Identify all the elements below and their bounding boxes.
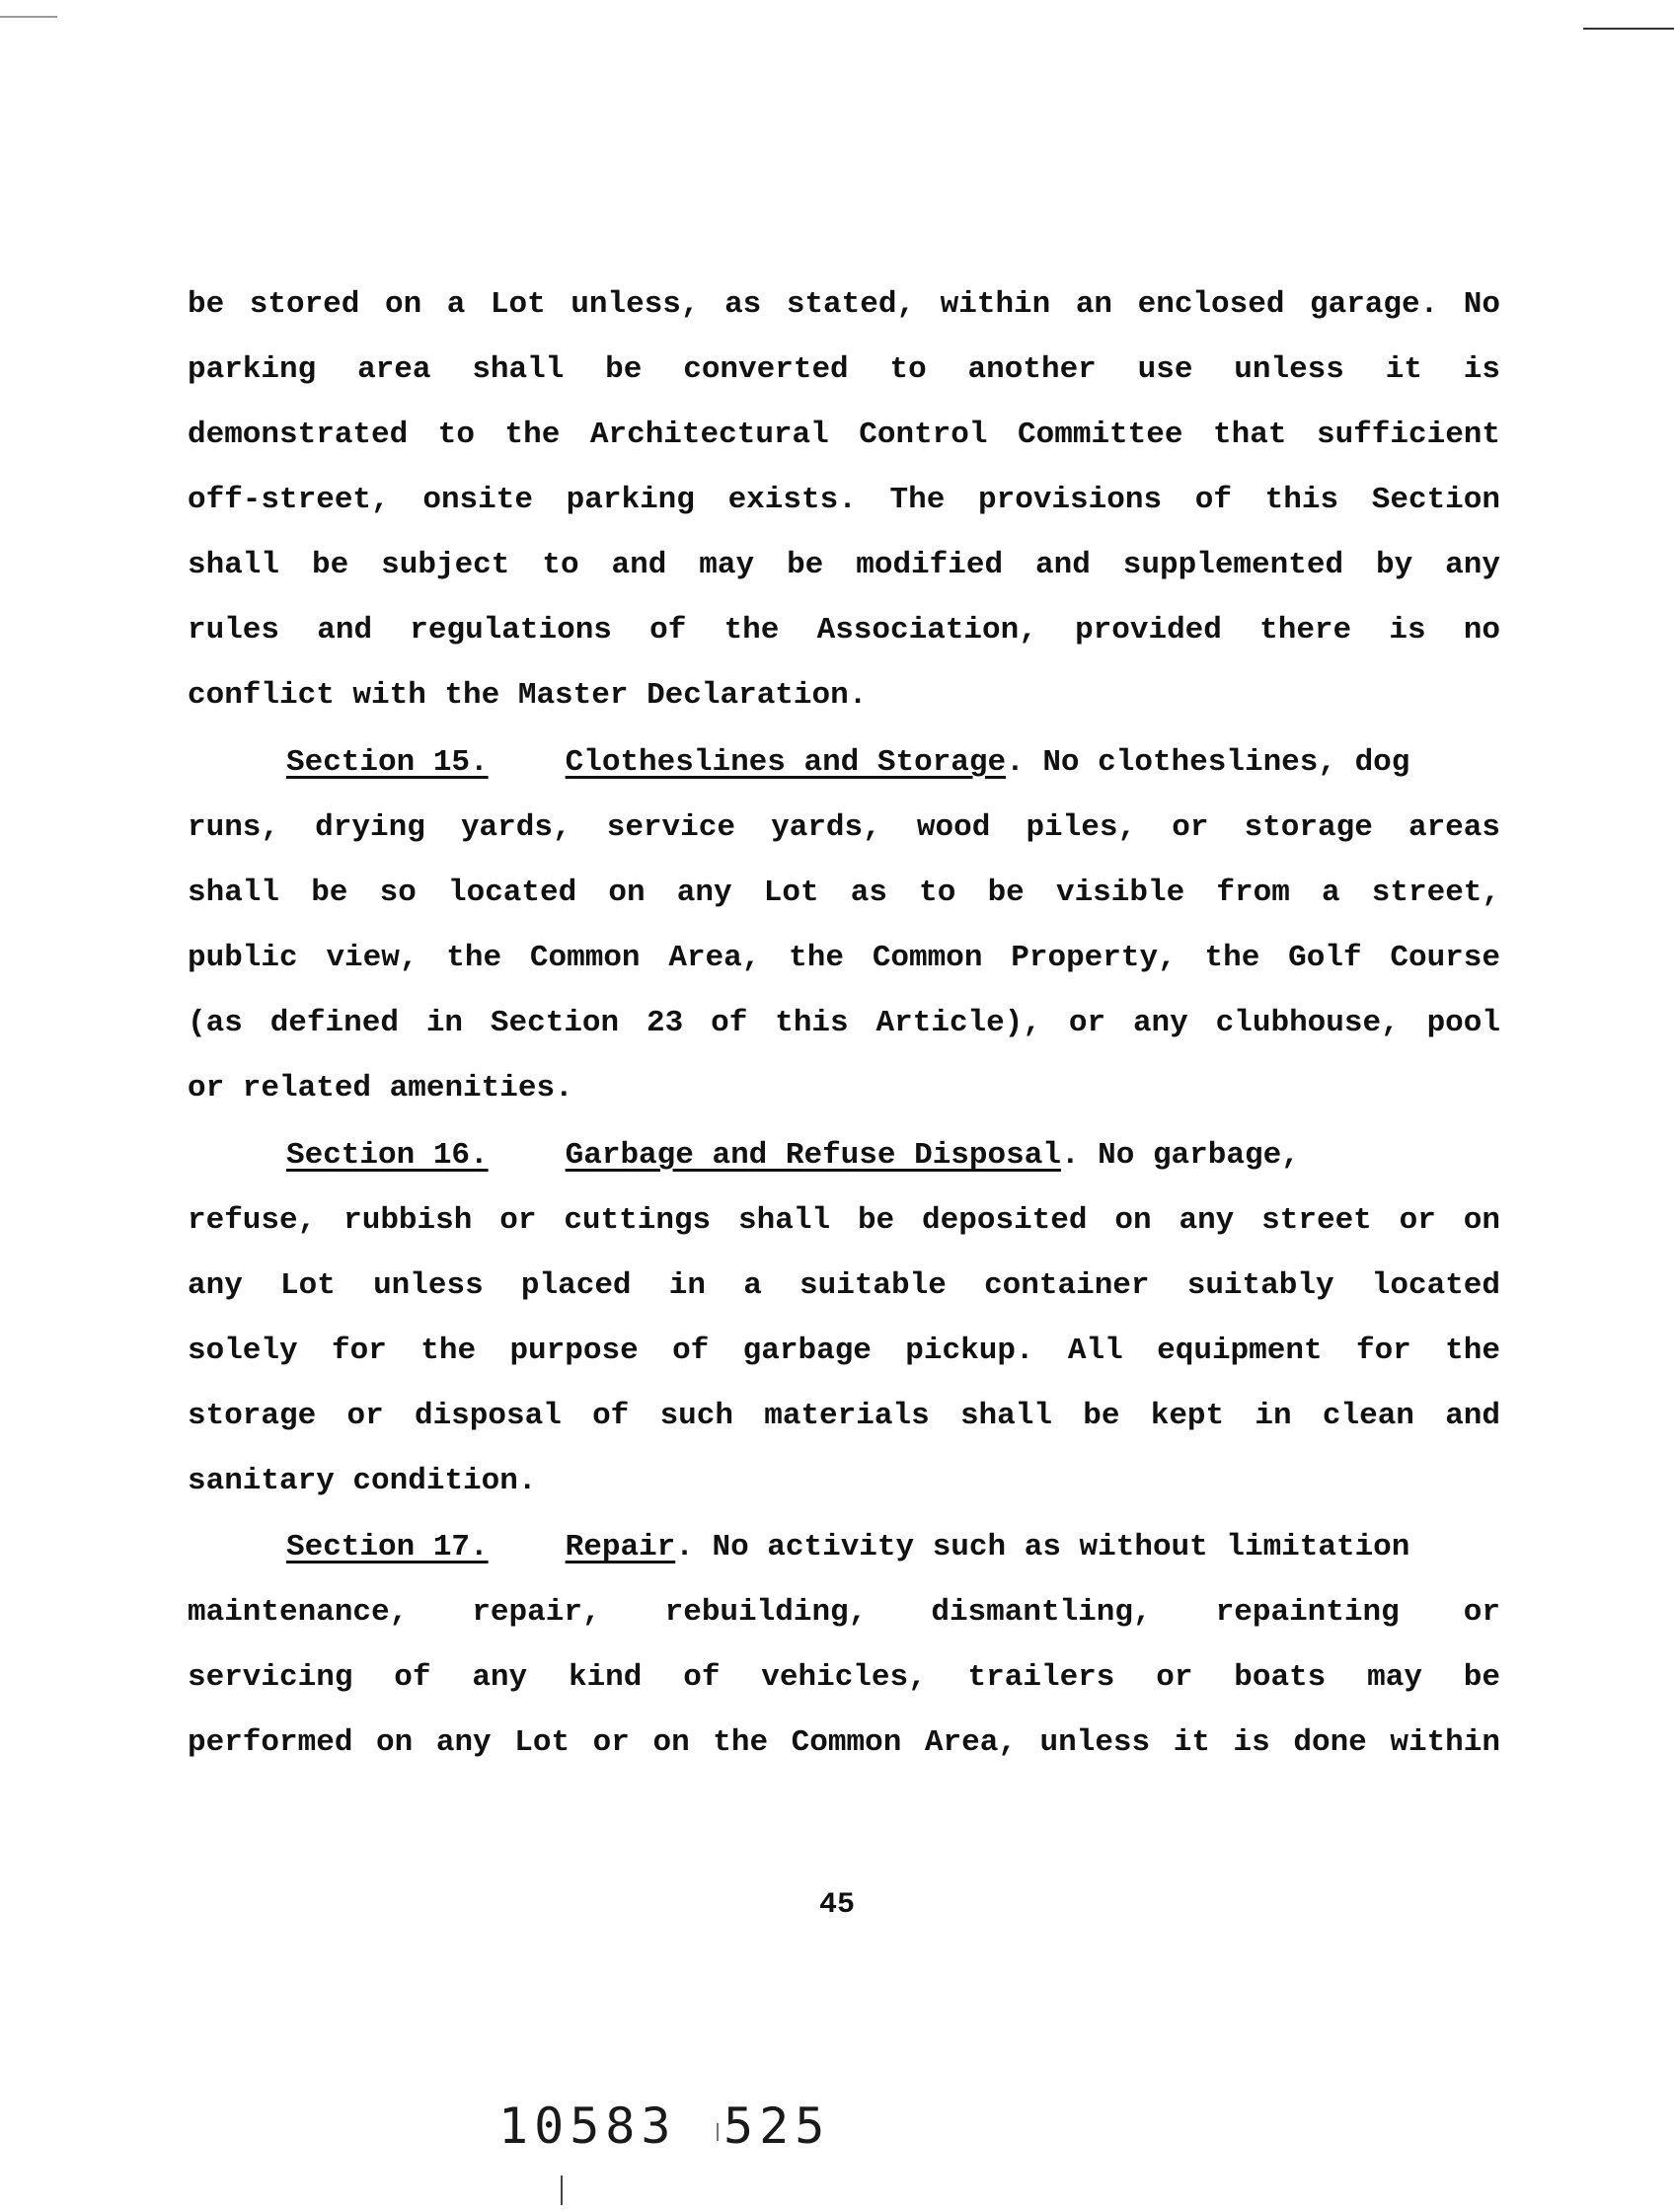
text-line: maintenance, repair, rebuilding, dismantling, repainting or [188, 1595, 1500, 1630]
text-line: demonstrated to the Architectural Control Committee that sufficient [188, 418, 1500, 452]
section-15 [188, 730, 1500, 1121]
section-heading-line [188, 1515, 1500, 1580]
section-label: Section 15. [286, 745, 489, 780]
section-label: Section 17. [286, 1530, 489, 1564]
section-title: Repair [565, 1530, 676, 1564]
section-text: . No garbage, [1060, 1138, 1300, 1173]
text-line: rules and regulations of the Association, provided there is no [188, 613, 1500, 648]
section-17 [188, 1515, 1500, 1776]
scan-edge-mark [1583, 28, 1674, 30]
section-text: . No clotheslines, dog [1006, 745, 1410, 780]
section-heading-line [188, 730, 1500, 796]
text-line: servicing of any kind of vehicles, trailers or boats may be [188, 1660, 1500, 1695]
section-title: Clotheslines and Storage [565, 745, 1007, 780]
section-heading-line [188, 1123, 1500, 1188]
section-text: . No activity such as without limitation [675, 1530, 1410, 1564]
section-label: Section 16. [286, 1138, 489, 1173]
recording-page-number: 525 [723, 2098, 831, 2155]
continuation-paragraph [188, 272, 1500, 728]
section-title: Garbage and Refuse Disposal [565, 1138, 1061, 1173]
stamp-mark [561, 2175, 563, 2205]
text-line: (as defined in Section 23 of this Article), or any clubhouse, pool [188, 1006, 1500, 1040]
text-line: parking area shall be converted to another use unless it is [188, 352, 1500, 387]
text-line: shall be subject to and may be modified and supplemented by any [188, 548, 1500, 582]
scan-edge-mark [0, 16, 57, 18]
text-line: any Lot unless placed in a suitable container suitably located [188, 1268, 1500, 1303]
text-line: or related amenities. [188, 1071, 573, 1106]
stamp-separator [717, 2123, 719, 2141]
text-line: refuse, rubbish or cuttings shall be deposited on any street or on [188, 1203, 1500, 1238]
text-line: be stored on a Lot unless, as stated, within an enclosed garage. No [188, 287, 1500, 322]
text-line: public view, the Common Area, the Common Property, the Golf Course [188, 941, 1500, 975]
text-line: performed on any Lot or on the Common Area, unless it is done within [188, 1725, 1500, 1760]
text-line: shall be so located on any Lot as to be visible from a street, [188, 876, 1500, 910]
section-16 [188, 1123, 1500, 1514]
page-number: 45 [818, 1888, 855, 1922]
text-line: solely for the purpose of garbage pickup. All equipment for the [188, 1334, 1500, 1368]
text-line: storage or disposal of such materials shall be kept in clean and [188, 1399, 1500, 1433]
text-line: sanitary condition. [188, 1464, 537, 1498]
recording-book-number: 10583 [498, 2098, 677, 2155]
text-line: off-street, onsite parking exists. The provisions of this Section [188, 483, 1500, 517]
text-line: runs, drying yards, service yards, wood piles, or storage areas [188, 810, 1500, 845]
text-line: conflict with the Master Declaration. [188, 678, 868, 713]
